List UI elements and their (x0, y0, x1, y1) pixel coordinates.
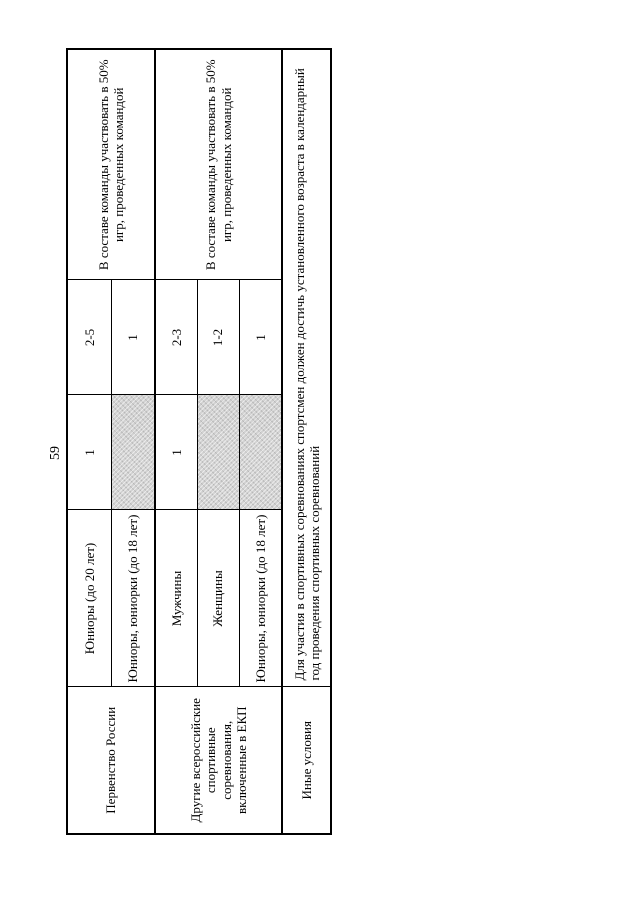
document-table-rotated (66, 50, 330, 835)
table-row (155, 49, 197, 834)
range-cell: 2-5 (67, 280, 111, 395)
age-group-cell: Женщины (197, 510, 239, 687)
condition-cell: В составе команды участвовать в 50% игр, проведенных командой (155, 49, 282, 280)
places-cell: 1 (67, 395, 111, 510)
other-conditions-label: Иные условия (282, 687, 331, 834)
table-row (282, 49, 331, 834)
page-number: 59 (48, 446, 63, 460)
age-group-cell: Юниоры, юниорки (до 18 лет) (111, 510, 155, 687)
category-cell: Первенство России (67, 687, 155, 834)
range-cell: 1 (111, 280, 155, 395)
requirements-table (66, 48, 332, 835)
shaded-cell (111, 395, 155, 510)
age-group-cell: Юниоры (до 20 лет) (67, 510, 111, 687)
condition-cell: В составе команды участвовать в 50% игр, проведенных командой (67, 49, 155, 280)
range-cell: 1-2 (197, 280, 239, 395)
shaded-cell (239, 395, 282, 510)
category-cell: Другие всероссийские спортивные соревнования, включенные в ЕКП (155, 687, 282, 834)
places-cell: 1 (155, 395, 197, 510)
age-group-cell: Юниоры, юниорки (до 18 лет) (239, 510, 282, 687)
age-group-cell: Мужчины (155, 510, 197, 687)
range-cell: 1 (239, 280, 282, 395)
table-row (67, 49, 111, 834)
other-conditions-text: Для участия в спортивных соревнованиях спортсмен должен достичь установленного возраста в календарный год проведения спортивных соревнований (282, 49, 331, 687)
range-cell: 2-3 (155, 280, 197, 395)
shaded-cell (197, 395, 239, 510)
